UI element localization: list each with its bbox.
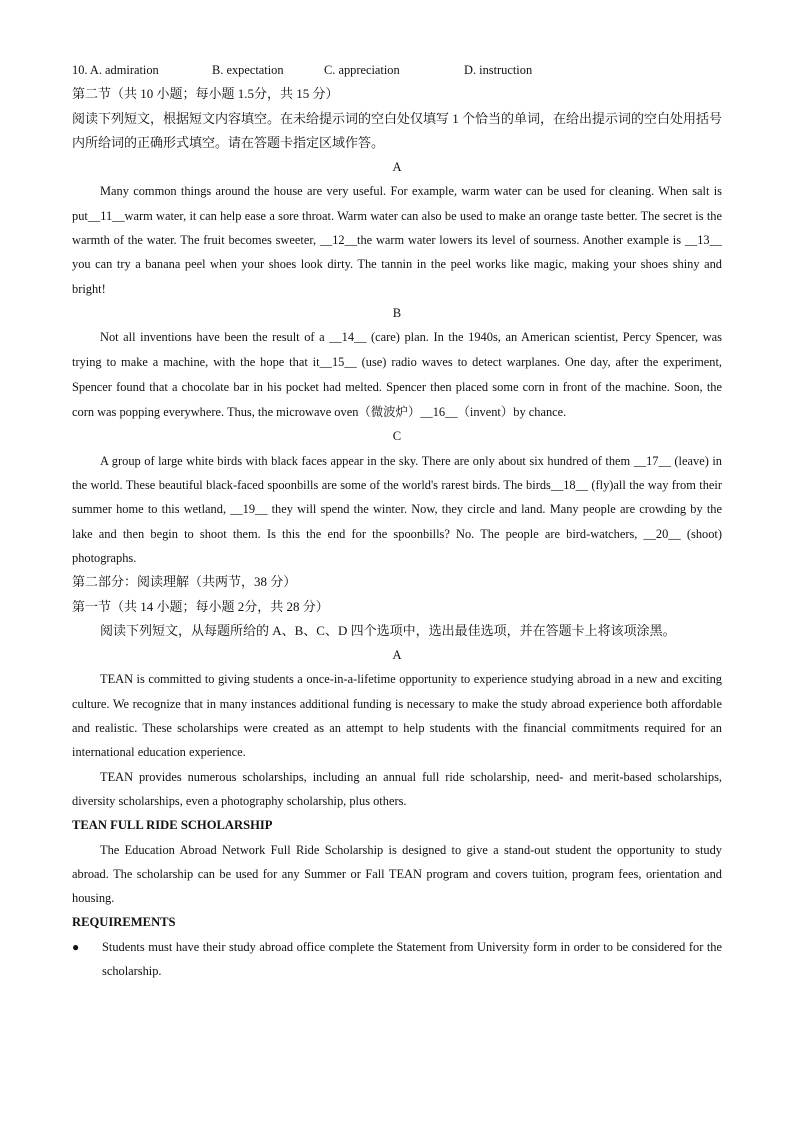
- question-10-options: [72, 58, 722, 82]
- section2-heading: 第二节（共 10 小题；每小题 1.5分，共 15 分）: [72, 86, 339, 102]
- option-c: C. appreciation: [324, 63, 400, 77]
- part2-section1-heading: 第一节（共 14 小题；每小题 2分，共 28 分）: [72, 598, 329, 614]
- requirement-item: [72, 935, 722, 984]
- option-b: B. expectation: [212, 63, 284, 77]
- option-a: 10. A. admiration: [72, 63, 159, 77]
- reading-a-label: A: [392, 648, 402, 663]
- document-page: [72, 58, 722, 983]
- part2-instruction: 阅读下列短文，从每题所给的 A、B、C、D 四个选项中，选出最佳选项，并在答题卡上将该项涂黑。: [100, 622, 676, 638]
- requirement-text: Students must have their study abroad office complete the Statement from University form in order to be considered for the scholarship.: [102, 939, 722, 978]
- passage-c-text: A group of large white birds with black faces appear in the sky. There are only about six hundred of them __17__ (leave) in the world. These beautiful black-faced spoonbills are some of the world's rarest birds. The birds__18__ (fly)all the way from their summer home to this wetland, __19__ they will spend the winter. Now, they circle and land. Many people are crowding by the lake and then begin to shoot them. Is this the end for the spoonbills? No. The people are bird-watchers, __20__ (shoot) photographs.: [72, 453, 722, 565]
- reading-a-paragraph-2: TEAN provides numerous scholarships, including an annual full ride scholarship, need- and merit-based scholarships, diversity scholarships, even a photography scholarship, plus others.: [72, 769, 722, 808]
- passage-c-label: C: [392, 429, 402, 444]
- passage-a-label: A: [392, 160, 402, 175]
- full-ride-text: The Education Abroad Network Full Ride Scholarship is designed to give a stand-out student the opportunity to study abroad. The scholarship can be used for any Summer or Fall TEAN program and covers tuition, program fees, orientation and housing.: [72, 842, 722, 906]
- reading-a-paragraph-1: TEAN is committed to giving students a once-in-a-lifetime opportunity to experience studying abroad in a new and exciting culture. We recognize that in many instances additional funding is necessary to make the study abroad experience both affordable and realistic. These scholarships were created as an attempt to help students with the financial commitments required for an international education experience.: [72, 672, 722, 760]
- section2-instruction: 阅读下列短文，根据短文内容填空。在未给提示词的空白处仅填写 1 个恰当的单词，在给出提示词的空白处用括号内所给词的正确形式填空。请在答题卡指定区域作答。: [72, 110, 723, 150]
- option-d: D. instruction: [464, 63, 533, 77]
- full-ride-heading: TEAN FULL RIDE SCHOLARSHIP: [72, 818, 273, 833]
- passage-a-text: Many common things around the house are very useful. For example, warm water can be used for cleaning. When salt is put__11__warm water, it can help ease a sore throat. Warm water can also be used to make an orange taste better. The secret is the warmth of the water. The fruit becomes sweeter, __12__the warm water lowers its level of sourness. Another example is __13__ you can try a banana peel when your shoes look dirty. The tannin in the peel works like magic, making your shoes shiny and bright!: [72, 184, 722, 296]
- passage-b-label: B: [392, 305, 402, 320]
- part2-heading: 第二部分：阅读理解（共两节，38 分）: [72, 574, 297, 590]
- requirements-heading: REQUIREMENTS: [72, 915, 176, 930]
- passage-b-text: Not all inventions have been the result of a __14__ (care) plan. In the 1940s, an American scientist, Percy Spencer, was trying to make a machine, with the hope that it__15__ (use) radio waves to detect warplanes. One day, after the experiment, Spencer found that a chocolate bar in his pocket had melted. Spencer then placed some corn in front of the machine. Soon, the corn was popping everywhere. Thus, the microwave oven（微波炉）__16__（invent）by chance.: [72, 330, 722, 419]
- bullet-icon: ●: [72, 939, 80, 954]
